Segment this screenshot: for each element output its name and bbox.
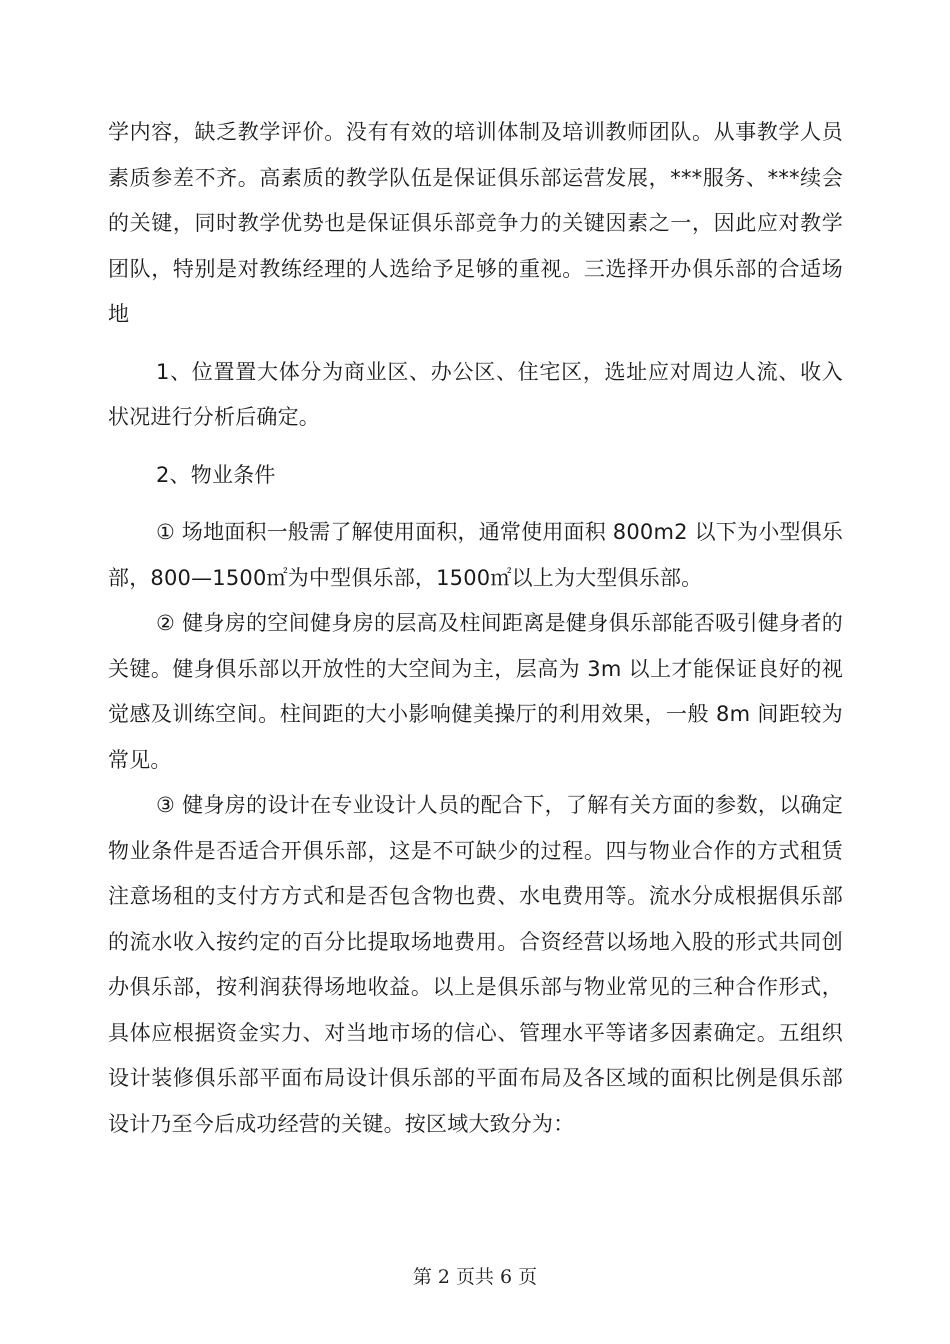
paragraph-gym-space: ② 健身房的空间健身房的层高及柱间距离是健身俱乐部能否吸引健身者的关键。健身俱乐部以开放性的大空间为主，层高为 3m 以上才能保证良好的视觉感及训练空间。柱间距的大小影响健美操厅的利用效果，一般 8m 间距较为常见。 bbox=[108, 611, 843, 772]
document-body bbox=[108, 110, 843, 1147]
paragraph-teaching-team: 学内容，缺乏教学评价。没有有效的培训体制及培训教师团队。从事教学人员素质参差不齐。高素质的教学队伍是保证俱乐部运营发展，***服务、***续会的关键，同时教学优势也是保证俱乐部竞争力的关键因素之一，因此应对教学团队，特别是对教练经理的人选给予足够的重视。三选择开办俱乐部的合适场地 bbox=[108, 120, 843, 326]
paragraph-gym-design: ③ 健身房的设计在专业设计人员的配合下，了解有关方面的参数，以确定物业条件是否适合开俱乐部，这是不可缺少的过程。四与物业合作的方式租赁注意场租的支付方方式和是否包含物也费、水电费用等。流水分成根据俱乐部的流水收入按约定的百分比提取场地费用。合资经营以场地入股的形式共同创办俱乐部，按利润获得场地收益。以上是俱乐部与物业常见的三种合作形式，具体应根据资金实力、对当地市场的信心、管理水平等诸多因素确定。五组织设计装修俱乐部平面布局设计俱乐部的平面布局及各区域的面积比例是俱乐部设计乃至今后成功经营的关键。按区域大致分为： bbox=[108, 793, 843, 1136]
paragraph-property-heading: 2、物业条件 bbox=[156, 462, 276, 487]
paragraph-location: 1、位置置大体分为商业区、办公区、住宅区，选址应对周边人流、收入状况进行分析后确定。 bbox=[108, 359, 843, 429]
page-number-footer: 第 2 页共 6 页 bbox=[412, 1266, 538, 1288]
paragraph-site-area: ① 场地面积一般需了解使用面积，通常使用面积 800m2 以下为小型俱乐部，800—1500㎡为中型俱乐部，1500㎡以上为大型俱乐部。 bbox=[108, 520, 843, 590]
